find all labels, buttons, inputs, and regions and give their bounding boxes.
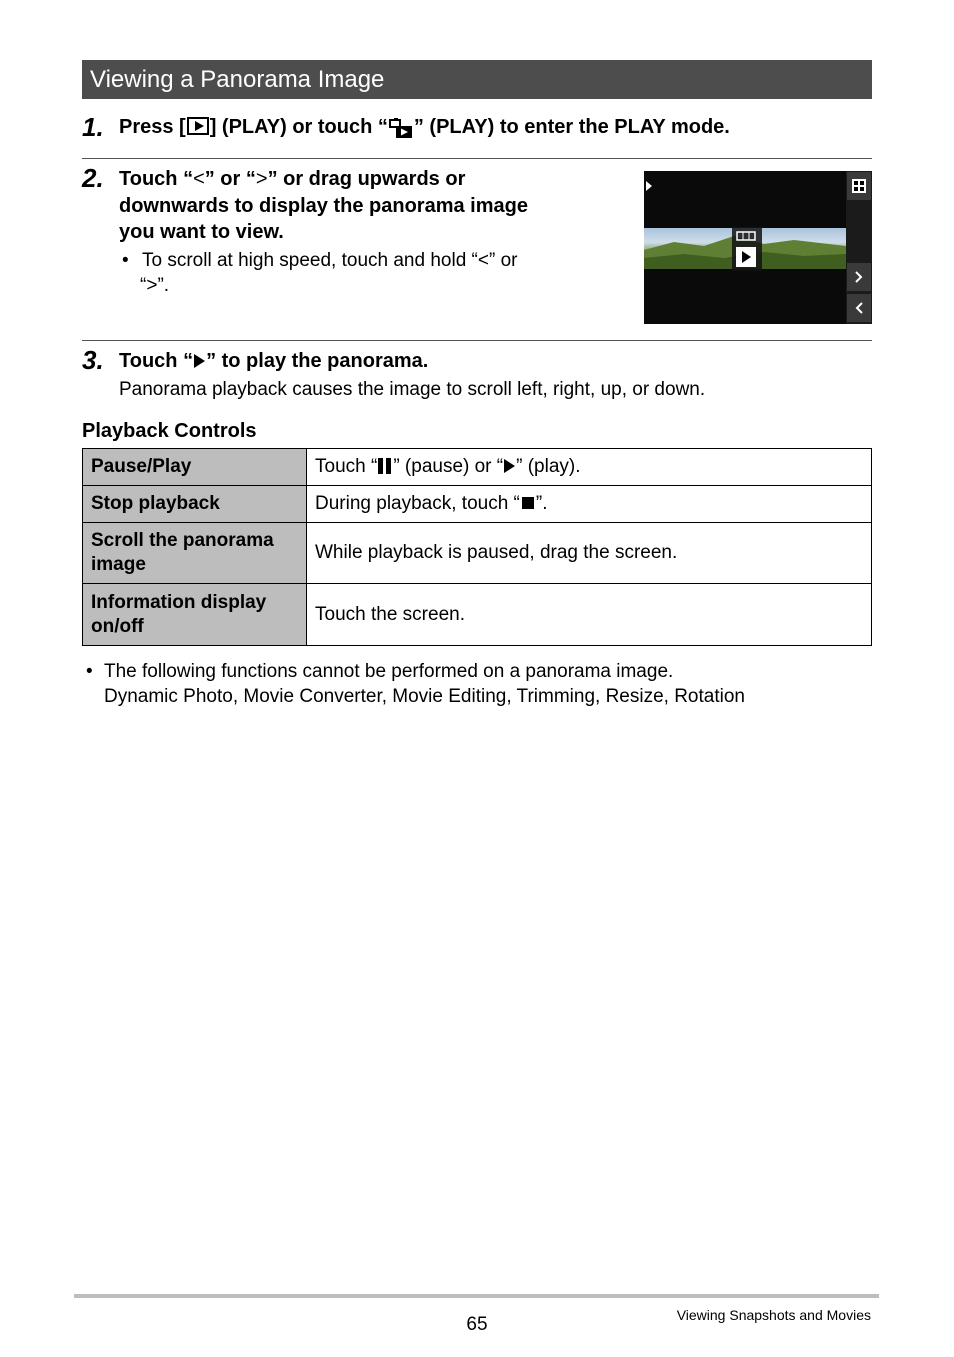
overlay-controls [732, 227, 762, 271]
bullet-text-d: ”. [157, 275, 170, 296]
divider [82, 158, 872, 159]
step-2-text-b: ” or “ [204, 168, 256, 190]
bullet-dot: • [122, 250, 129, 271]
playback-controls-heading: Playback Controls [82, 420, 257, 442]
bullet-text-a: To scroll at high speed, touch and hold “ [142, 250, 478, 271]
grid-button[interactable] [847, 172, 871, 200]
step-3-text-post: ” to play the panorama. [206, 350, 429, 372]
step-3-text-pre: Touch “ [119, 350, 194, 372]
play-button-icon [187, 117, 209, 135]
panorama-icon [736, 231, 756, 241]
step-2-text-c: ” or drag upwards or [267, 168, 466, 190]
table-row [83, 584, 872, 646]
step-1-text [119, 114, 730, 141]
right-chevron-glyph: > [146, 275, 158, 296]
table-row [83, 523, 872, 584]
note-line-1: The following functions cannot be performed on a panorama image. [104, 661, 674, 682]
grid-icon [852, 179, 866, 193]
row-value-b: ”. [535, 493, 548, 514]
play-triangle-icon [194, 354, 205, 368]
row-value-c: ” (play). [516, 456, 581, 477]
bullet-dot: • [86, 661, 93, 682]
row-value: Touch the screen. [307, 584, 872, 646]
divider [82, 340, 872, 341]
chapter-title: Viewing Snapshots and Movies [676, 1307, 871, 1323]
table-row [83, 449, 872, 486]
step-2-line-1 [119, 166, 629, 193]
chevron-right-icon [855, 271, 863, 283]
step-1-text-post: ” (PLAY) to enter the PLAY mode. [413, 116, 730, 138]
row-value [307, 449, 872, 486]
left-chevron-glyph: < [193, 168, 205, 190]
pause-icon [378, 458, 392, 474]
play-triangle-icon [504, 459, 515, 473]
right-chevron-glyph: > [255, 168, 268, 190]
row-label: Information display on/off [83, 584, 307, 646]
step-1-text-pre: Press [ [119, 116, 186, 138]
row-value-b: ” (pause) or “ [393, 456, 504, 477]
row-value: While playback is paused, drag the screen. [307, 523, 872, 584]
row-value [307, 486, 872, 523]
step-1-number: 1. [82, 112, 104, 142]
step-2-line-2: downwards to display the panorama image [119, 194, 528, 217]
step-2-text [119, 166, 629, 246]
step-3-description: Panorama playback causes the image to scroll left, right, up, or down. [119, 379, 706, 400]
left-chevron-glyph: < [477, 250, 489, 271]
note [86, 659, 866, 709]
step-3-number: 3. [82, 345, 104, 375]
row-value-a: During playback, touch “ [315, 493, 520, 514]
play-icon[interactable] [736, 247, 756, 267]
footer-rule [74, 1294, 879, 1298]
small-play-marker-icon [646, 181, 652, 191]
camera-screen-illustration [644, 171, 872, 324]
bullet-text-c: “ [140, 275, 147, 296]
step-2-text-a: Touch “ [119, 168, 194, 190]
row-label: Stop playback [83, 486, 307, 523]
note-line-2: Dynamic Photo, Movie Converter, Movie Editing, Trimming, Resize, Rotation [104, 686, 745, 707]
table-row [83, 486, 872, 523]
row-label: Scroll the panorama image [83, 523, 307, 584]
step-1-text-mid: ] (PLAY) or touch “ [209, 116, 388, 138]
stop-icon [522, 497, 534, 509]
step-2-number: 2. [82, 163, 104, 193]
page-number: 65 [466, 1314, 488, 1335]
prev-button[interactable] [847, 294, 871, 322]
step-3-text [119, 348, 428, 375]
playback-controls-table [82, 448, 872, 646]
screen-sidebar [846, 171, 872, 324]
row-value-a: Touch “ [315, 456, 378, 477]
step-2-bullet [122, 248, 622, 298]
camera-play-icon [388, 117, 414, 139]
step-2-line-3: you want to view. [119, 221, 284, 243]
chevron-left-icon [855, 302, 863, 314]
row-label: Pause/Play [83, 449, 307, 486]
section-title: Viewing a Panorama Image [82, 60, 872, 99]
next-button[interactable] [847, 263, 871, 291]
bullet-text-b: ” or [489, 250, 518, 271]
